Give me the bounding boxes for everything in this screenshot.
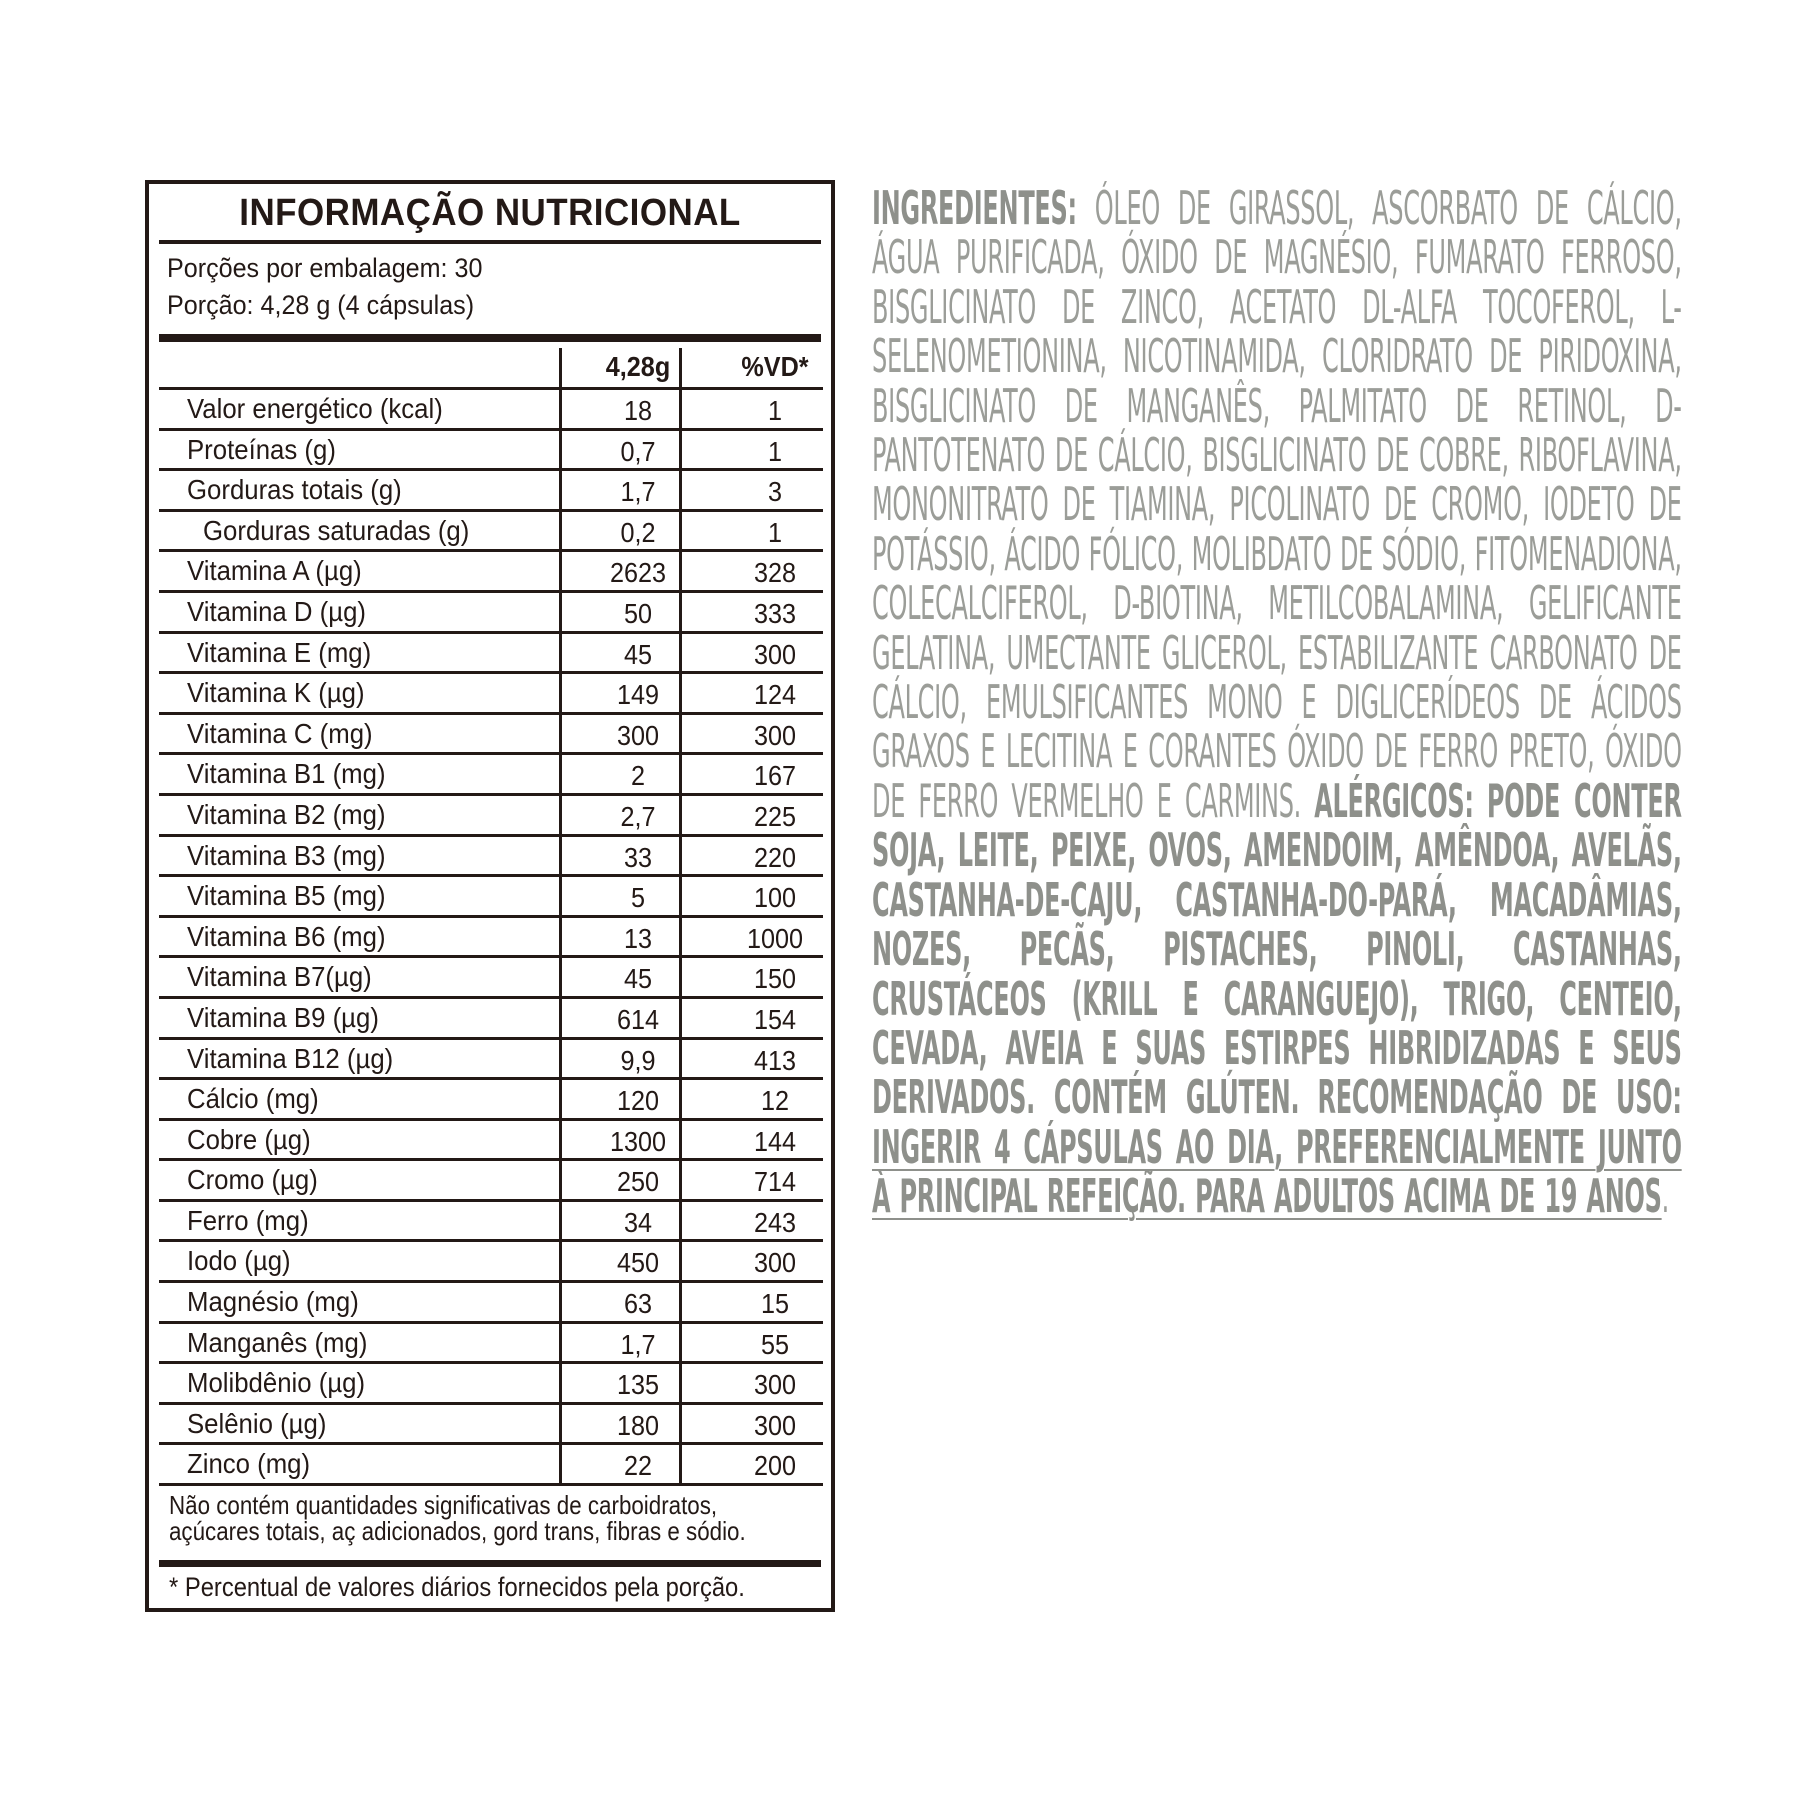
nutrient-label: Proteínas (g) [187, 433, 336, 465]
nutrient-row [159, 958, 823, 999]
nutrient-dv: 413 [753, 1044, 797, 1076]
nutrient-dv: 300 [753, 1247, 797, 1279]
nutrient-amount: 0,2 [620, 516, 656, 548]
nutrient-label: Gorduras saturadas (g) [203, 514, 470, 546]
nutrient-dv: 225 [753, 800, 797, 832]
nutrient-row [159, 877, 823, 918]
nutrient-label: Vitamina B6 (mg) [187, 920, 386, 952]
nutrient-label: Vitamina B7(µg) [187, 961, 372, 993]
nutrient-row [159, 552, 823, 593]
nutrient-row [159, 674, 823, 715]
nutrient-amount: 5 [630, 882, 646, 914]
nutrient-row [159, 1283, 823, 1324]
nutrient-amount: 135 [616, 1369, 660, 1401]
nutrient-amount: 149 [616, 679, 660, 711]
nutrient-dv: 333 [753, 597, 797, 629]
nutrient-amount: 50 [623, 597, 653, 629]
nutrient-label: Vitamina B12 (µg) [187, 1042, 394, 1074]
nutrient-amount: 45 [623, 963, 653, 995]
nutrient-row [159, 593, 823, 634]
nutrient-row [159, 431, 823, 472]
column-divider [559, 348, 562, 1486]
nutrient-dv: 154 [753, 1003, 797, 1035]
nutrient-label: Selênio (µg) [187, 1407, 327, 1439]
nutrient-row [159, 755, 823, 796]
nutrient-dv: 124 [753, 679, 797, 711]
nutrient-row [159, 471, 823, 512]
nutrient-label: Manganês (mg) [187, 1326, 368, 1358]
nutrient-label: Ferro (mg) [187, 1204, 309, 1236]
nutrient-amount: 614 [616, 1003, 660, 1035]
nutrient-row [159, 1121, 823, 1162]
nutrient-label: Iodo (µg) [187, 1245, 291, 1277]
nutrient-label: Vitamina B9 (µg) [187, 1001, 379, 1033]
nutrient-label: Vitamina B2 (mg) [187, 798, 386, 830]
nutrient-row [159, 390, 823, 431]
nutrient-label: Cálcio (mg) [187, 1083, 319, 1115]
nutrient-grid [159, 344, 823, 1486]
nutrient-dv: 328 [753, 557, 797, 589]
nutrient-dv: 55 [760, 1328, 790, 1360]
nutrient-row [159, 1324, 823, 1365]
divider [159, 334, 821, 342]
nutrition-title: INFORMAÇÃO NUTRICIONAL [239, 192, 741, 234]
ingredients-text: ÓLEO DE GIRASSOL, ASCORBATO DE CÁLCIO, ÁGUA PURIFICADA, ÓXIDO DE MAGNÉSIO, FUMARATO FERROSO, BISGLICINATO DE ZINCO, ACETATO DL-ALFA TOCOFEROL, L-SELENOMETIONINA, NICOTINAMIDA, CLORIDRATO DE PIRIDOXINA, BISGLICINATO DE MANGANÊS, PALMITATO DE RETINOL, D-PANTOTENATO DE CÁLCIO, BISGLICINATO DE COBRE, RIBOFLAVINA, MONONITRATO DE TIAMINA, PICOLINATO DE CROMO, IODETO DE POTÁSSIO, ÁCIDO FÓLICO, MOLIBDATO DE SÓDIO, FITOMENADIONA, COLECALCIFEROL, D-BIOTINA, METILCOBALAMINA, GELIFICANTE GELATINA, UMECTANTE GLICEROL, ESTABILIZANTE CARBONATO DE CÁLCIO, EMULSIFICANTES MONO E DIGLICERÍDEOS DE ÁCIDOS GRAXOS E LECITINA E CORANTES ÓXIDO DE FERRO PRETO, ÓXIDO DE FERRO VERMELHO E CARMINS. [872, 181, 1682, 828]
nutrient-dv: 243 [753, 1206, 797, 1238]
nutrient-amount: 45 [623, 638, 653, 670]
nutrient-label: Vitamina K (µg) [187, 677, 365, 709]
column-header-amount: 4,28g [605, 351, 671, 382]
allergens-text: PODE CONTER SOJA, LEITE, PEIXE, OVOS, AMENDOIM, AMÊNDOA, AVELÃS, CASTANHA-DE-CAJU, CASTANHA-DO-PARÁ, MACADÂMIAS, NOZES, PECÃS, PISTACHES, PINOLI, CASTANHAS, CRUSTÁCEOS (KRILL E CARANGUEJO), TRIGO, CENTEIO, CEVADA, AVEIA E SUAS ESTIRPES HIBRIDIZADAS E SEUS DERIVADOS. CONTÉM GLÚTEN. [872, 773, 1682, 1125]
nutrient-dv: 1 [767, 395, 783, 426]
nutrient-amount: 34 [623, 1206, 653, 1238]
table-header-row [159, 344, 823, 390]
nutrient-amount: 0,7 [620, 435, 656, 467]
nutrient-amount: 2623 [609, 557, 667, 589]
nutrient-row [159, 1040, 823, 1081]
nutrient-dv: 300 [753, 1369, 797, 1401]
nutrient-dv: 300 [753, 1409, 797, 1441]
nutrient-amount: 250 [616, 1166, 660, 1198]
nutrient-dv: 300 [753, 638, 797, 670]
nutrient-label: Vitamina B3 (mg) [187, 839, 386, 871]
nutrient-amount: 120 [616, 1085, 660, 1117]
nutrient-dv: 167 [753, 760, 797, 792]
nutrient-row [159, 999, 823, 1040]
nutrient-row [159, 634, 823, 675]
nutrient-label: Vitamina B1 (mg) [187, 758, 386, 790]
nutrient-amount: 1300 [609, 1125, 667, 1157]
nutrient-label: Vitamina E (mg) [187, 636, 372, 668]
nutrient-row [159, 837, 823, 878]
ingredients-block [872, 181, 1682, 1224]
nutrient-dv: 1 [767, 516, 783, 548]
column-divider [679, 348, 682, 1486]
nutrient-label: Vitamina C (mg) [187, 717, 373, 749]
nutrient-amount: 180 [616, 1409, 660, 1441]
nutrient-row [159, 715, 823, 756]
footnote-line: açúcares totais, aç adicionados, gord trans, fibras e sódio. [169, 1516, 746, 1547]
nutrient-label: Magnésio (mg) [187, 1286, 359, 1318]
nutrient-dv: 12 [760, 1085, 790, 1117]
footnote [169, 1490, 746, 1547]
nutrient-row [159, 918, 823, 959]
nutrient-label: Zinco (mg) [187, 1448, 311, 1480]
divider [159, 1560, 821, 1567]
nutrient-row [159, 1364, 823, 1405]
nutrient-amount: 13 [623, 922, 653, 954]
nutrient-row [159, 1242, 823, 1283]
nutrient-row [159, 1161, 823, 1202]
end-punctuation: . [1661, 1169, 1669, 1224]
nutrient-amount: 300 [616, 719, 660, 751]
nutrient-dv: 15 [760, 1288, 790, 1320]
nutrient-row [159, 1080, 823, 1121]
nutrient-dv: 220 [753, 841, 797, 873]
nutrient-dv: 714 [753, 1166, 797, 1198]
nutrient-amount: 450 [616, 1247, 660, 1279]
nutrient-dv: 144 [753, 1125, 797, 1157]
nutrient-label: Gorduras totais (g) [187, 474, 402, 506]
nutrition-facts-table [145, 180, 835, 1612]
nutrient-label: Vitamina A (µg) [187, 555, 362, 587]
footnote-line: Não contém quantidades significativas de carboidratos, [169, 1490, 718, 1521]
nutrient-amount: 1,7 [620, 476, 656, 508]
nutrient-amount: 33 [623, 841, 653, 873]
portion-info [167, 250, 482, 324]
nutrient-amount: 63 [623, 1288, 653, 1320]
nutrient-row [159, 1405, 823, 1446]
nutrient-dv: 300 [753, 719, 797, 751]
ingredients-heading: INGREDIENTES: [872, 181, 1077, 235]
allergens-heading: ALÉRGICOS: [1314, 773, 1474, 828]
usage-text: INGERIR 4 CÁPSULAS AO DIA, PREFERENCIALMENTE JUNTO À PRINCIPAL REFEIÇÃO. PARA ADULTOS ACIMA DE 19 ANOS [872, 1119, 1682, 1224]
nutrient-amount: 9,9 [620, 1044, 656, 1076]
nutrient-amount: 1,7 [620, 1328, 656, 1360]
nutrient-dv: 200 [753, 1450, 797, 1482]
nutrient-row [159, 512, 823, 553]
nutrient-dv: 150 [753, 963, 797, 995]
nutrient-label: Molibdênio (µg) [187, 1367, 366, 1399]
nutrient-label: Cromo (µg) [187, 1164, 318, 1196]
usage-heading: RECOMENDAÇÃO DE USO: [1317, 1070, 1682, 1125]
nutrient-dv: 3 [767, 476, 783, 508]
nutrient-amount: 18 [623, 395, 653, 426]
nutrient-amount: 22 [623, 1450, 653, 1482]
divider [159, 240, 821, 244]
nutrient-label: Cobre (µg) [187, 1123, 311, 1155]
nutrient-row [159, 1202, 823, 1243]
nutrient-label: Vitamina B5 (mg) [187, 880, 386, 912]
serving-size: Porção: 4,28 g (4 cápsulas) [167, 290, 475, 320]
dv-note: * Percentual de valores diários fornecidos pela porção. [169, 1572, 745, 1602]
nutrient-row [159, 1445, 823, 1486]
column-header-dv: %VD* [741, 351, 809, 382]
nutrient-amount: 2,7 [620, 800, 656, 832]
nutrient-label: Valor energético (kcal) [187, 393, 443, 424]
servings-per-package: Porções por embalagem: 30 [167, 253, 483, 283]
nutrient-dv: 100 [753, 882, 797, 914]
nutrient-label: Vitamina D (µg) [187, 595, 367, 627]
nutrient-dv: 1 [767, 435, 783, 467]
nutrient-amount: 2 [630, 760, 646, 792]
nutrient-dv: 1000 [746, 922, 804, 954]
nutrient-row [159, 796, 823, 837]
